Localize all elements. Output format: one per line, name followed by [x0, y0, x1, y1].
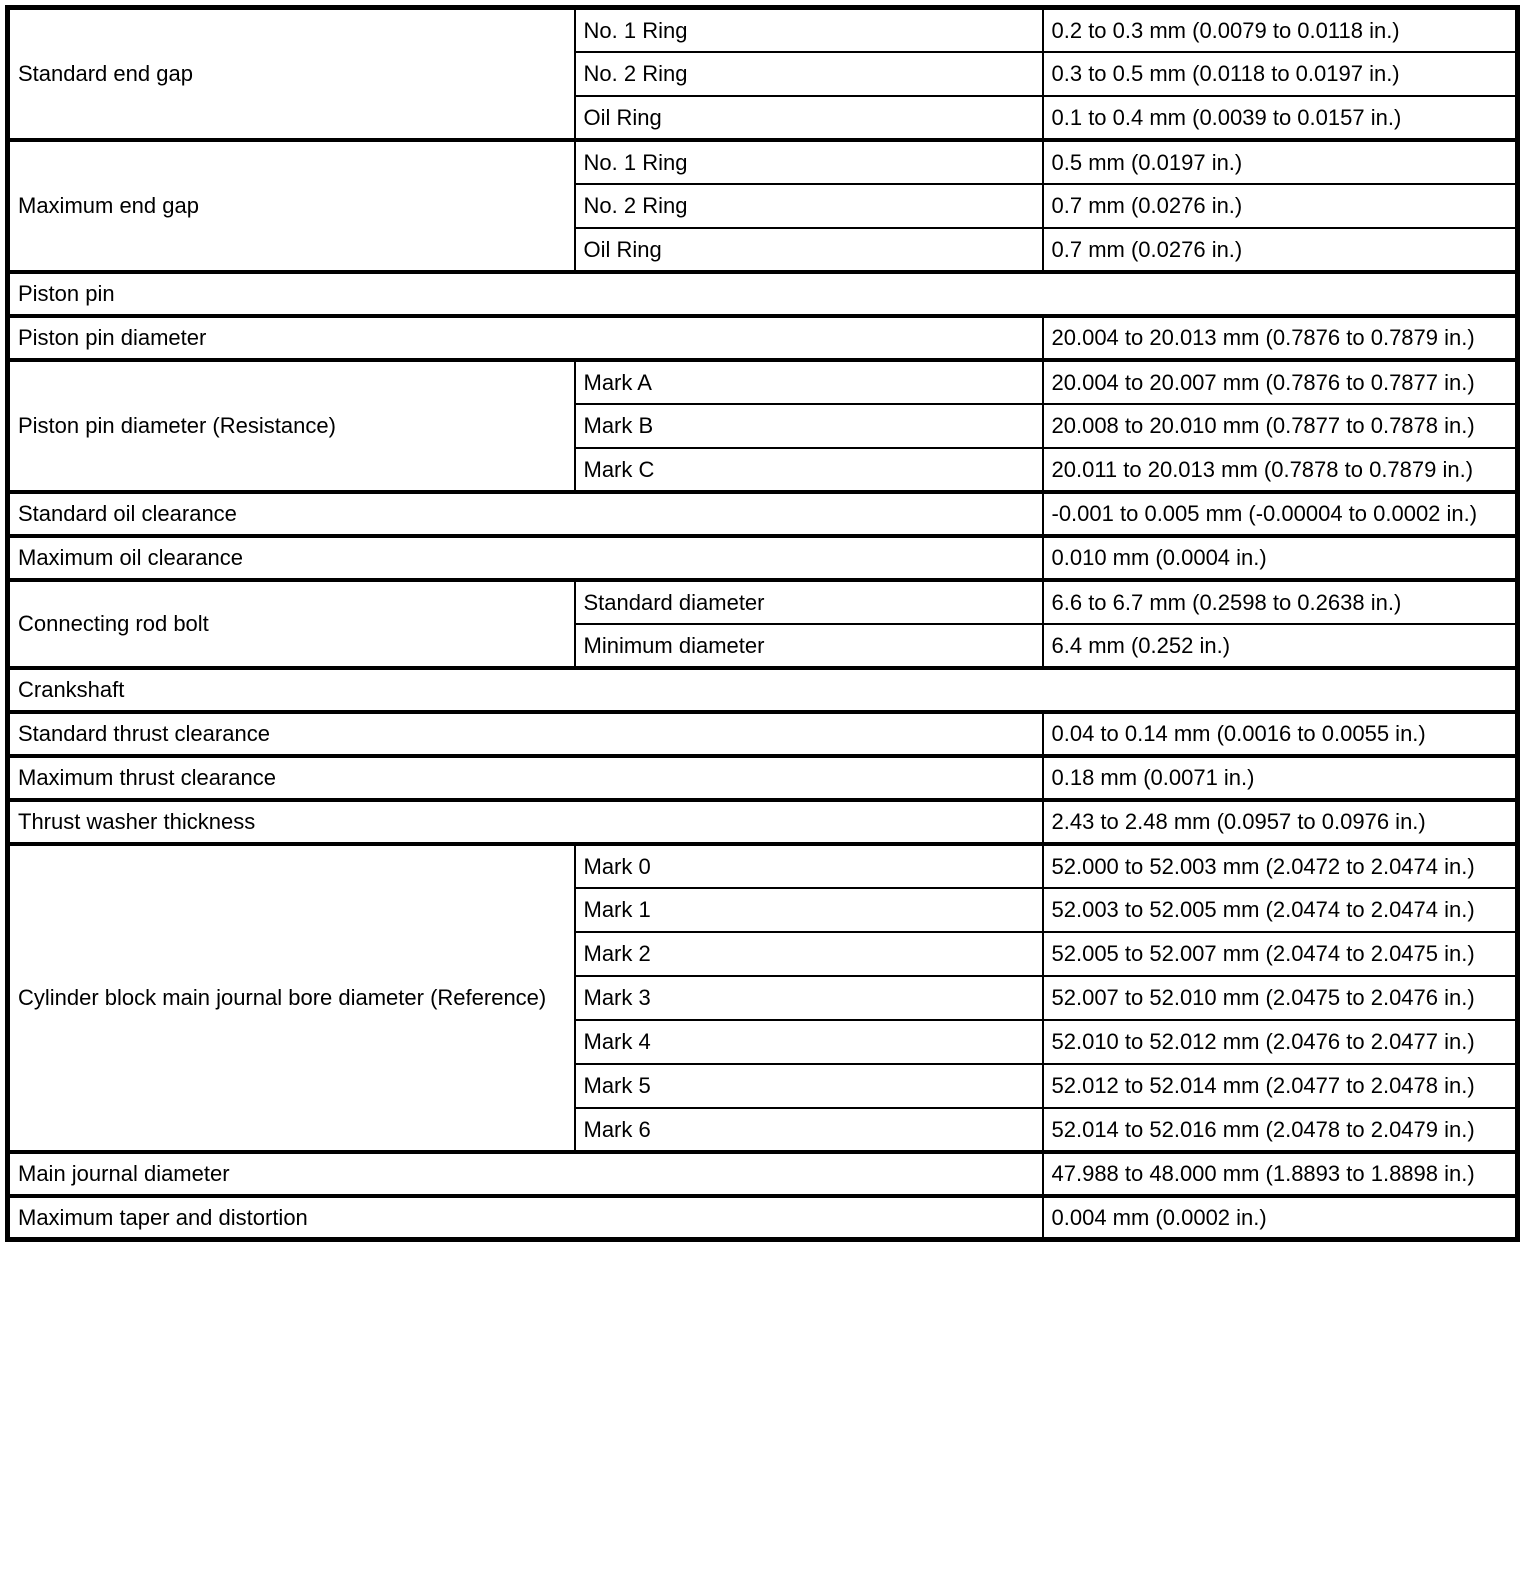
spec-value: 2.43 to 2.48 mm (0.0957 to 0.0976 in.) [1043, 800, 1518, 844]
spec-value: 20.008 to 20.010 mm (0.7877 to 0.7878 in.) [1043, 404, 1518, 448]
spec-label: Piston pin diameter (Resistance) [8, 360, 575, 492]
spec-value: 0.004 mm (0.0002 in.) [1043, 1196, 1518, 1240]
sub-item-label: Mark A [575, 360, 1043, 404]
spec-value: 6.6 to 6.7 mm (0.2598 to 0.2638 in.) [1043, 580, 1518, 624]
spec-label: Maximum taper and distortion [8, 1196, 1043, 1240]
sub-item-label: Mark 5 [575, 1064, 1043, 1108]
spec-label: Piston pin diameter [8, 316, 1043, 360]
table-row [8, 140, 1518, 184]
sub-item-label: Mark 3 [575, 976, 1043, 1020]
spec-label: Thrust washer thickness [8, 800, 1043, 844]
spec-value: 20.004 to 20.013 mm (0.7876 to 0.7879 in.) [1043, 316, 1518, 360]
sub-item-label: Oil Ring [575, 96, 1043, 140]
spec-value: 0.04 to 0.14 mm (0.0016 to 0.0055 in.) [1043, 712, 1518, 756]
spec-value: 0.2 to 0.3 mm (0.0079 to 0.0118 in.) [1043, 8, 1518, 52]
spec-label: Cylinder block main journal bore diameter (Reference) [8, 844, 575, 1152]
sub-item-label: Oil Ring [575, 228, 1043, 272]
spec-value: 47.988 to 48.000 mm (1.8893 to 1.8898 in.) [1043, 1152, 1518, 1196]
spec-value: 0.18 mm (0.0071 in.) [1043, 756, 1518, 800]
spec-value: 0.7 mm (0.0276 in.) [1043, 228, 1518, 272]
page [5, 5, 1515, 1242]
sub-item-label: Mark C [575, 448, 1043, 492]
table-row [8, 712, 1518, 756]
spec-value: 52.010 to 52.012 mm (2.0476 to 2.0477 in.) [1043, 1020, 1518, 1064]
section-label: Crankshaft [8, 668, 1518, 712]
sub-item-label: Minimum diameter [575, 624, 1043, 668]
specifications-table [5, 5, 1520, 1242]
spec-label: Standard thrust clearance [8, 712, 1043, 756]
spec-label: Connecting rod bolt [8, 580, 575, 668]
sub-item-label: No. 1 Ring [575, 8, 1043, 52]
spec-label: Maximum end gap [8, 140, 575, 272]
table-row [8, 800, 1518, 844]
spec-value: 0.1 to 0.4 mm (0.0039 to 0.0157 in.) [1043, 96, 1518, 140]
spec-value: 0.5 mm (0.0197 in.) [1043, 140, 1518, 184]
table-row [8, 8, 1518, 52]
sub-item-label: No. 2 Ring [575, 52, 1043, 96]
table-row [8, 316, 1518, 360]
spec-label: Standard oil clearance [8, 492, 1043, 536]
table-row [8, 1196, 1518, 1240]
table-row [8, 756, 1518, 800]
sub-item-label: Mark 0 [575, 844, 1043, 888]
spec-value: -0.001 to 0.005 mm (-0.00004 to 0.0002 in.) [1043, 492, 1518, 536]
spec-value: 52.000 to 52.003 mm (2.0472 to 2.0474 in.) [1043, 844, 1518, 888]
table-row [8, 492, 1518, 536]
table-row [8, 360, 1518, 404]
spec-label: Maximum thrust clearance [8, 756, 1043, 800]
spec-label: Main journal diameter [8, 1152, 1043, 1196]
sub-item-label: Mark 6 [575, 1108, 1043, 1152]
spec-table-body [8, 8, 1518, 1240]
spec-value: 52.007 to 52.010 mm (2.0475 to 2.0476 in.) [1043, 976, 1518, 1020]
spec-value: 52.003 to 52.005 mm (2.0474 to 2.0474 in.) [1043, 888, 1518, 932]
spec-value: 0.3 to 0.5 mm (0.0118 to 0.0197 in.) [1043, 52, 1518, 96]
sub-item-label: Mark 2 [575, 932, 1043, 976]
spec-value: 6.4 mm (0.252 in.) [1043, 624, 1518, 668]
sub-item-label: Mark 1 [575, 888, 1043, 932]
spec-value: 20.011 to 20.013 mm (0.7878 to 0.7879 in.) [1043, 448, 1518, 492]
section-row [8, 272, 1518, 316]
spec-value: 0.010 mm (0.0004 in.) [1043, 536, 1518, 580]
section-label: Piston pin [8, 272, 1518, 316]
spec-label: Standard end gap [8, 8, 575, 140]
spec-value: 52.012 to 52.014 mm (2.0477 to 2.0478 in.) [1043, 1064, 1518, 1108]
section-row [8, 668, 1518, 712]
sub-item-label: Mark 4 [575, 1020, 1043, 1064]
sub-item-label: No. 1 Ring [575, 140, 1043, 184]
table-row [8, 536, 1518, 580]
sub-item-label: Standard diameter [575, 580, 1043, 624]
sub-item-label: No. 2 Ring [575, 184, 1043, 228]
spec-value: 20.004 to 20.007 mm (0.7876 to 0.7877 in.) [1043, 360, 1518, 404]
spec-label: Maximum oil clearance [8, 536, 1043, 580]
table-row [8, 844, 1518, 888]
table-row [8, 580, 1518, 624]
table-row [8, 1152, 1518, 1196]
spec-value: 52.005 to 52.007 mm (2.0474 to 2.0475 in.) [1043, 932, 1518, 976]
spec-value: 52.014 to 52.016 mm (2.0478 to 2.0479 in.) [1043, 1108, 1518, 1152]
spec-value: 0.7 mm (0.0276 in.) [1043, 184, 1518, 228]
sub-item-label: Mark B [575, 404, 1043, 448]
